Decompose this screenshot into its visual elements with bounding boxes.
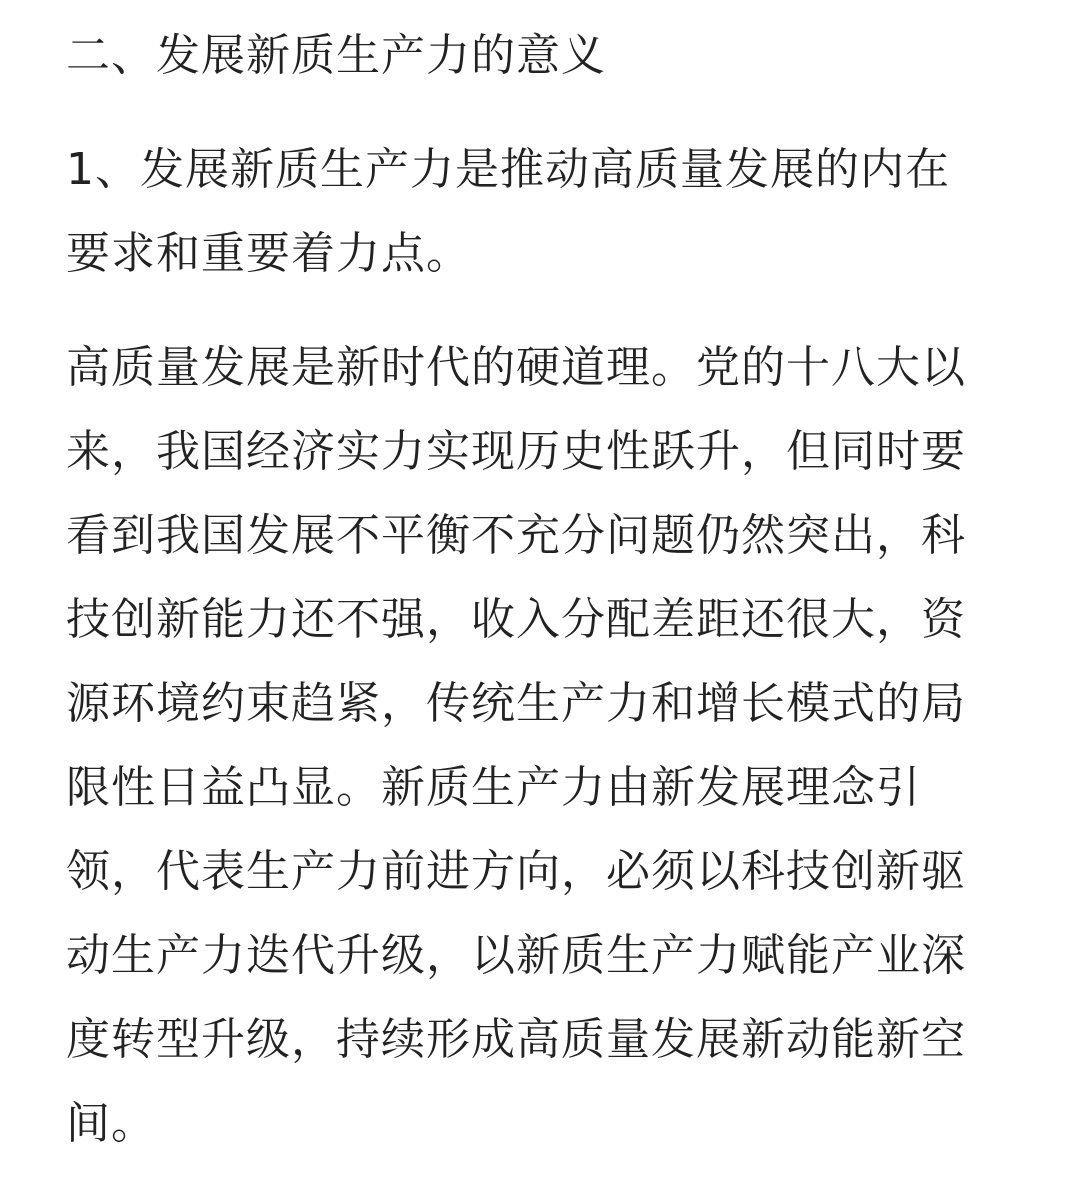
paragraph-line: 动生产力迭代升级，以新质生产力赋能产业深 [66,930,966,981]
spacer [66,98,1008,128]
paragraph-line: 看到我国发展不平衡不充分问题仍然突出，科 [66,510,966,561]
spacer [66,296,1008,326]
paragraph-line: 高质量发展是新时代的硬道理。党的十八大以 [66,342,966,393]
paragraph-line: 领，代表生产力前进方向，必须以科技创新驱 [66,846,966,897]
section-heading: 二、发展新质生产力的意义 [66,30,606,81]
paragraph-line: 源环境约束趋紧，传统生产力和增长模式的局 [66,678,966,729]
paragraph-line: 技创新能力还不强，收入分配差距还很大，资 [66,594,966,645]
paragraph-line: 限性日益凸显。新质生产力由新发展理念引 [66,762,921,813]
point-1 [66,128,1008,296]
paragraph-line: 来，我国经济实力实现历史性跃升，但同时要 [66,426,966,477]
point-1-line-2: 要求和重要着力点。 [66,228,471,279]
body-paragraph [66,326,1008,1166]
paragraph-line: 度转型升级，持续形成高质量发展新动能新空 [66,1014,966,1065]
paragraph-line: 间。 [66,1098,156,1149]
point-1-line-1: 1、发展新质生产力是推动高质量发展的内在 [66,144,950,195]
